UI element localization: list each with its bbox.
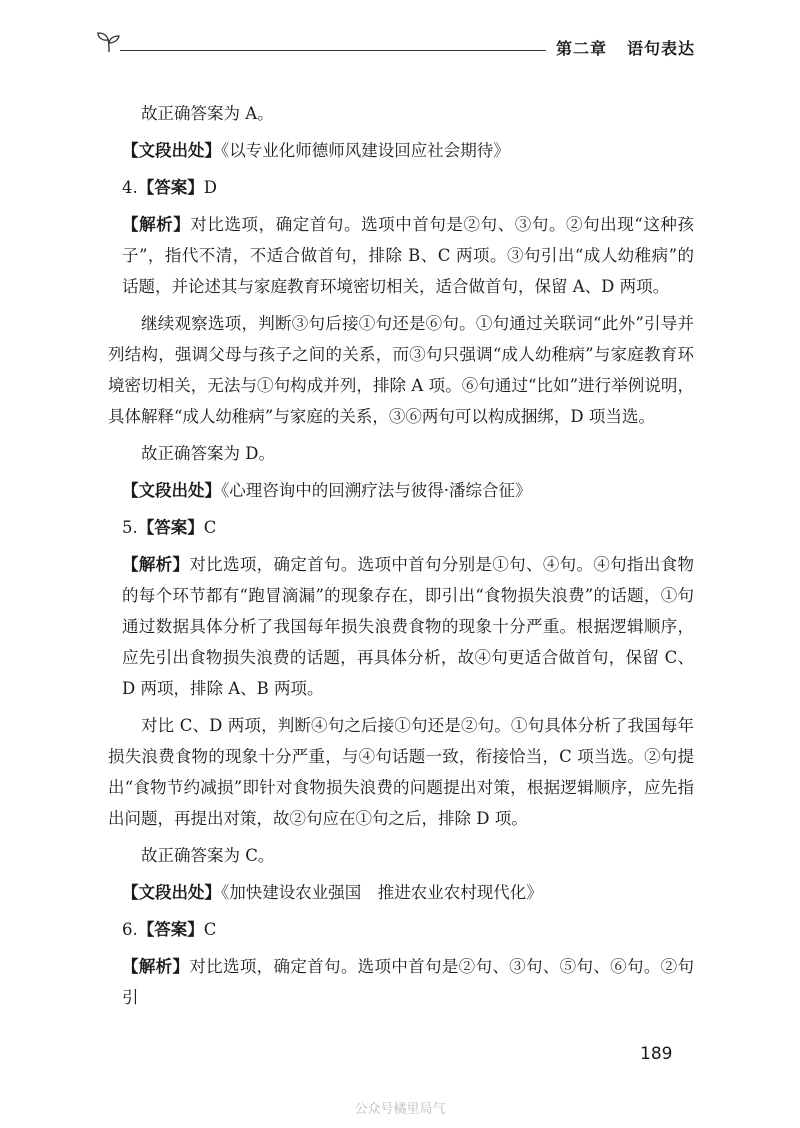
analysis-tag: 【解析】 — [122, 215, 191, 234]
section-label: 语句表达 — [627, 39, 696, 58]
watermark-text: 公众号橘里局气 — [354, 1102, 446, 1117]
analysis-paragraph — [108, 549, 694, 704]
source-tag: 【文段出处】 — [122, 141, 221, 160]
question-number: 5. — [122, 518, 138, 537]
analysis-text: 对比选项，确定首句。选项中首句是②句、③句、⑤句、⑥句。②句引 — [122, 957, 695, 1007]
source-line — [108, 135, 694, 166]
question-number: 4. — [122, 178, 138, 197]
page-header — [96, 28, 696, 58]
answer-value: C — [203, 920, 217, 939]
chapter-label: 第二章 — [556, 39, 608, 58]
source-tag: 【文段出处】 — [122, 481, 221, 500]
analysis-tag: 【解析】 — [122, 555, 190, 574]
question-number: 6. — [122, 920, 138, 939]
paragraph — [108, 438, 694, 469]
analysis-paragraph — [108, 209, 694, 302]
paragraph — [108, 840, 694, 871]
answer-tag: 【答案】 — [137, 920, 204, 939]
paragraph-text: 继续观察选项，判断③句后接①句还是⑥句。①句通过关联词“此外”引导并列结构，强调父母与孩子之间的关系，而③句只强调“成人幼稚病”与家庭教育环境密切相关，无法与①句构成并列，排除 A 项。⑥句通过“比如”进行举例说明，具体解释“成人幼稚病”与家庭的关系，③⑥两句可以构成捆绑，D 项当选。 — [108, 314, 694, 426]
answer-tag: 【答案】 — [137, 518, 204, 537]
page-body — [108, 98, 694, 1019]
analysis-paragraph — [108, 951, 694, 1013]
paragraph-text: 故正确答案为 C。 — [141, 846, 275, 865]
header-title — [556, 36, 695, 59]
analysis-tag: 【解析】 — [122, 957, 190, 976]
header-rule — [120, 50, 546, 51]
paragraph — [108, 308, 694, 432]
sprout-icon — [96, 30, 122, 54]
paragraph-text: 对比 C、D 两项，判断④句之后接①句还是②句。①句具体分析了我国每年损失浪费食物的现象十分严重，与④句话题一致，衔接恰当，C 项当选。②句提出“食物节约减损”即针对食物损失浪费的问题提出对策，根据逻辑顺序，应先指出问题，再提出对策，故②句应在①句之后，排除 D 项。 — [108, 716, 694, 828]
answer-line — [108, 172, 694, 203]
analysis-text: 对比选项，确定首句。选项中首句是②句、③句。②句出现“这种孩子”，指代不清，不适合做首句，排除 B、C 两项。③句引出“成人幼稚病”的话题，并论述其与家庭教育环境密切相关，适合做首句，保留 A、D 两项。 — [122, 215, 694, 296]
paragraph-text: 故正确答案为 A。 — [141, 104, 274, 123]
source-title: 《以专业化师德师风建设回应社会期待》 — [221, 141, 510, 160]
paragraph-text: 故正确答案为 D。 — [141, 444, 275, 463]
source-title: 《心理咨询中的回溯疗法与彼得·潘综合征》 — [221, 481, 532, 500]
source-line — [108, 877, 694, 908]
source-tag: 【文段出处】 — [122, 883, 221, 902]
answer-line — [108, 914, 694, 945]
paragraph — [108, 98, 694, 129]
analysis-text: 对比选项，确定首句。选项中首句分别是①句、④句。④句指出食物的每个环节都有“跑冒滴漏”的现象存在，即引出“食物损失浪费”的话题，①句通过数据具体分析了我国每年损失浪费食物的现象十分严重。根据逻辑顺序，应先引出食物损失浪费的话题，再具体分析，故④句更适合做首句，保留 C、D 两项，排除 A、B 两项。 — [122, 555, 695, 698]
source-line — [108, 475, 694, 506]
paragraph — [108, 710, 694, 834]
answer-value: D — [203, 178, 217, 197]
answer-tag: 【答案】 — [137, 178, 204, 197]
source-title: 《加快建设农业强国 推进农业农村现代化》 — [221, 883, 543, 902]
answer-value: C — [203, 518, 217, 537]
answer-line — [108, 512, 694, 543]
page-number: 189 — [640, 1044, 673, 1064]
